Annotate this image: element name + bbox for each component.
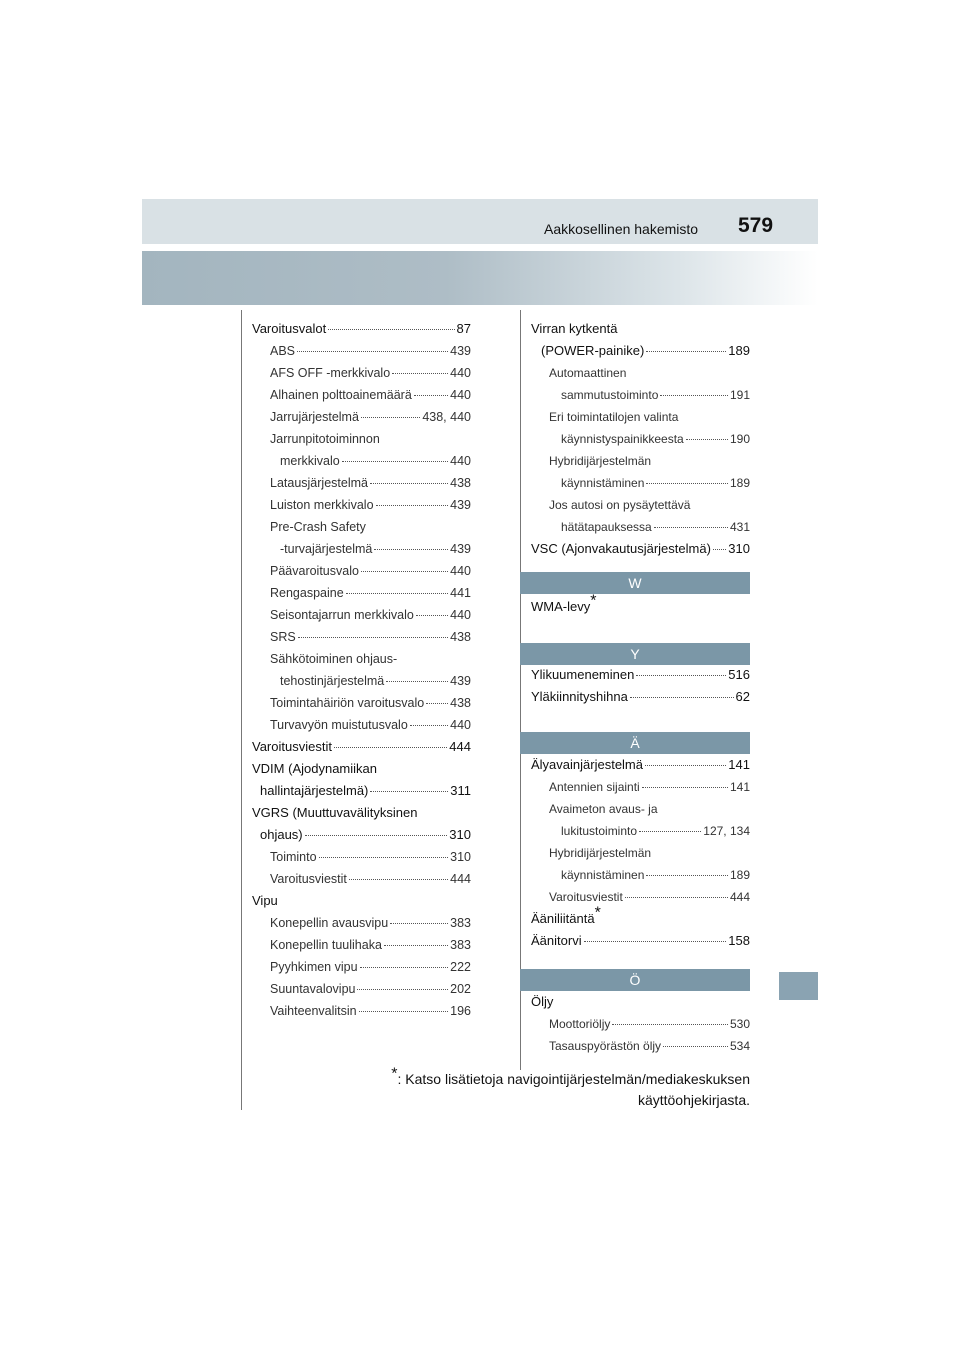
index-entry: Älyavainjärjestelmä 141 [531,757,750,772]
index-subentry: tehostinjärjestelmä 439 [280,674,471,688]
index-subentry: AFS OFF -merkkivalo 440 [270,366,471,380]
index-subentry: Jarrunpitotoiminnon [270,432,380,446]
index-subentry: Seisontajarrun merkkivalo 440 [270,608,471,622]
index-entry: VGRS (Muuttuvavälityksinen [252,805,418,820]
index-subentry: ABS 439 [270,344,471,358]
footnote-marker: * [594,904,601,922]
index-entry: Varoitusvalot 87 [252,321,471,336]
letter-header-y: Y [520,643,750,665]
index-subentry: Pyyhkimen vipu 222 [270,960,471,974]
index-subentry: sammutustoiminto 191 [561,388,750,402]
index-subentry: Automaattinen [549,366,627,380]
index-subentry: Hybridijärjestelmän [549,454,652,468]
index-subentry: käynnistyspainikkeesta 190 [561,432,750,446]
index-subentry: Tasauspyörästön öljy 534 [549,1039,750,1053]
index-subentry: Alhainen polttoainemäärä 440 [270,388,471,402]
index-entry: Ylikuumeneminen 516 [531,667,750,682]
index-subentry: Turvavyön muistutusvalo 440 [270,718,471,732]
index-column-right [531,318,750,560]
index-subentry: Suuntavalovipu 202 [270,982,471,996]
index-subentry: Päävaroitusvalo 440 [270,564,471,578]
index-subentry: käynnistäminen 189 [561,868,750,882]
letter-header-w: W [520,572,750,594]
footnote [380,1065,750,1111]
section-w [531,592,750,618]
index-entry: Virran kytkentä [531,321,618,336]
index-subentry: Toimintahäiriön varoitusvalo 438 [270,696,471,710]
index-entry: (POWER-painike) 189 [541,343,750,358]
column-rule-middle [520,310,521,1070]
footnote-marker: * [391,1065,398,1083]
index-subentry: Vaihteenvalitsin 196 [270,1004,471,1018]
index-entry: Yläkiinnityshihna 62 [531,689,750,704]
index-subentry: Luiston merkkivalo 439 [270,498,471,512]
footnote-line-2: käyttöohjekirjasta. [637,1092,750,1108]
index-entry: VSC (Ajonvakautusjärjestelmä) 310 [531,541,750,556]
index-subentry: Jarrujärjestelmä 438, 440 [270,410,471,424]
column-rule-left [241,310,242,1110]
index-entry: Äänitorvi 158 [531,933,750,948]
index-subentry: Moottoriöljy 530 [549,1017,750,1031]
index-subentry: Konepellin avausvipu 383 [270,916,471,930]
index-subentry: Hybridijärjestelmän [549,846,652,860]
index-subentry: merkkivalo 440 [280,454,471,468]
section-tab [779,972,818,1000]
index-entry: hallintajärjestelmä) 311 [260,783,471,798]
index-subentry: -turvajärjestelmä 439 [280,542,471,556]
index-subentry: SRS 438 [270,630,471,644]
section-a-umlaut [531,754,750,952]
index-subentry: Toiminto 310 [270,850,471,864]
index-entry: ohjaus) 310 [260,827,471,842]
index-subentry: Konepellin tuulihaka 383 [270,938,471,952]
letter-header-o-umlaut: Ö [520,969,750,991]
index-entry: Vipu [252,893,278,908]
index-subentry: Varoitusviestit 444 [270,872,471,886]
footnote-line-1: *: Katso lisätietoja navigointijärjestelmän/mediakeskuksen [391,1065,750,1087]
index-subentry: Jos autosi on pysäytettävä [549,498,691,512]
index-entry: Ääniliitäntä* [531,904,601,926]
section-y [531,664,750,708]
letter-header-a-umlaut: Ä [520,732,750,754]
index-subentry: Sähkötoiminen ohjaus- [270,652,398,666]
index-entry: Varoitusviestit 444 [252,739,471,754]
banner [142,251,818,305]
header-bar [142,199,818,244]
index-subentry: Pre-Crash Safety [270,520,366,534]
index-entry: WMA-levy* [531,592,597,614]
index-subentry: Avaimeton avaus- ja [549,802,658,816]
index-subentry: lukitustoiminto 127, 134 [561,824,750,838]
page-number: 579 [738,214,774,237]
section-o-umlaut [531,991,750,1057]
footnote-marker: * [590,592,597,610]
index-subentry: Antennien sijainti 141 [549,780,750,794]
index-subentry: käynnistäminen 189 [561,476,750,490]
index-subentry: Eri toimintatilojen valinta [549,410,679,424]
page-title: Aakkosellinen hakemisto [544,221,699,237]
index-subentry: Rengaspaine 441 [270,586,471,600]
index-column-left [252,318,471,1022]
index-subentry: Varoitusviestit 444 [549,890,750,904]
index-entry: VDIM (Ajodynamiikan [252,761,377,776]
index-subentry: Latausjärjestelmä 438 [270,476,471,490]
index-entry: Öljy [531,994,554,1009]
index-subentry: hätätapauksessa 431 [561,520,750,534]
